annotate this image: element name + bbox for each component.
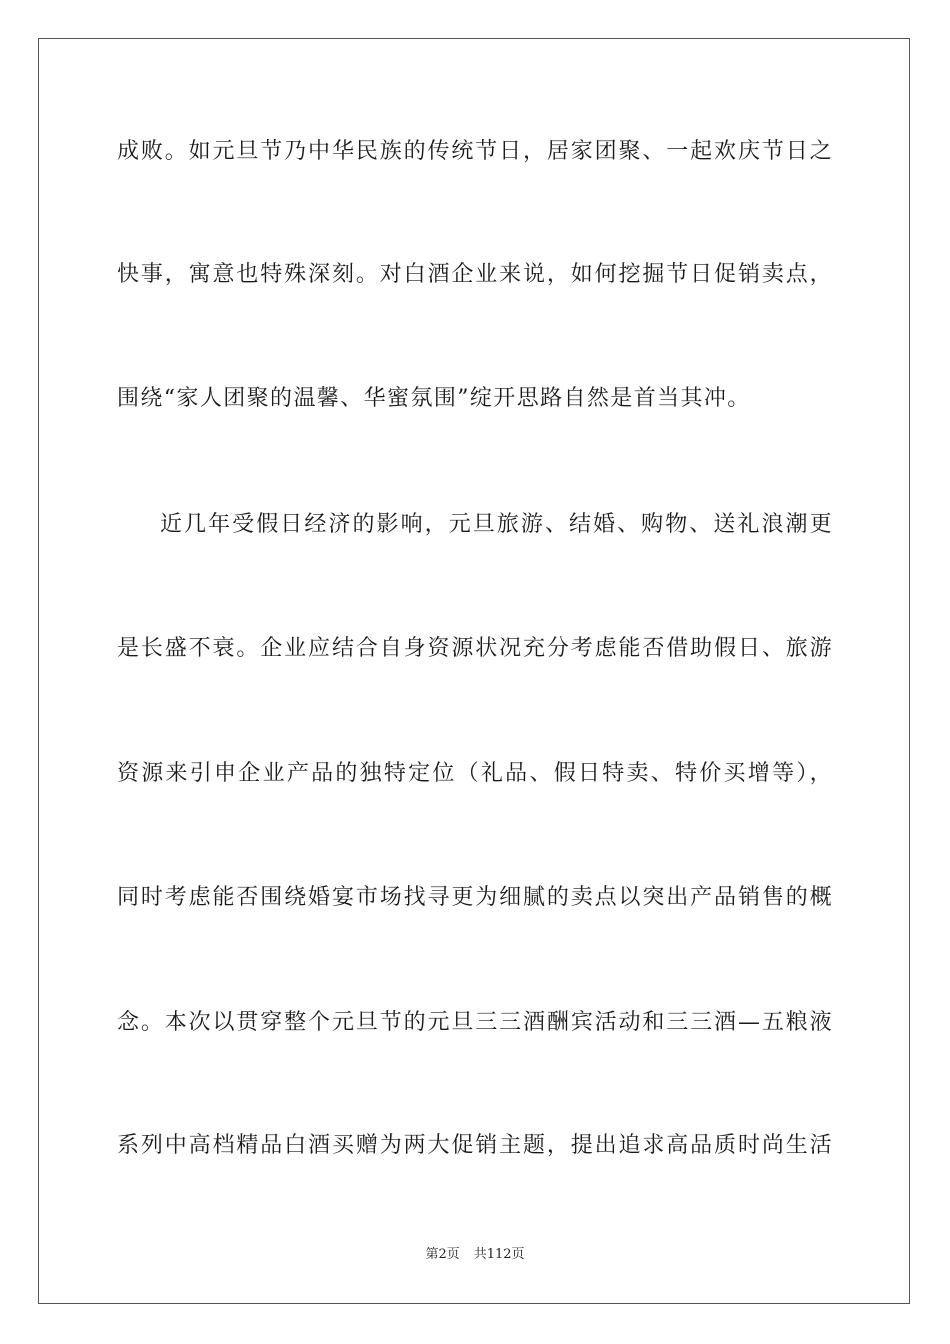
text-line-2: 快事，寓意也特殊深刻。对白酒企业来说，如何挖掘节日促销卖点， xyxy=(117,262,833,287)
text-line-1: 成败。如元旦节乃中华民族的传统节日，居家团聚、一起欢庆节日之 xyxy=(117,139,833,164)
page-footer xyxy=(0,1246,950,1264)
text-line-3: 围绕“家人团聚的温馨、华蜜氛围”绽开思路自然是首当其冲。 xyxy=(117,386,751,411)
text-line-5: 是长盛不衰。企业应结合自身资源状况充分考虑能否借助假日、旅游 xyxy=(117,636,833,661)
page-total: 共112页 xyxy=(473,1247,525,1262)
text-line-6: 资源来引申企业产品的独特定位（礼品、假日特卖、特价买增等）， xyxy=(117,761,833,786)
page-border xyxy=(38,38,910,1304)
text-line-9: 系列中高档精品白酒买赠为两大促销主题，提出追求高品质时尚生活 xyxy=(117,1133,833,1158)
text-line-7: 同时考虑能否围绕婚宴市场找寻更为细腻的卖点以突出产品销售的概 xyxy=(117,885,833,910)
page-number: 第2页 xyxy=(425,1247,460,1262)
text-line-8: 念。本次以贯穿整个元旦节的元旦三三酒酬宾活动和三三酒—五粮液 xyxy=(117,1010,833,1035)
text-line-4: 近几年受假日经济的影响，元旦旅游、结婚、购物、送礼浪潮更 xyxy=(160,512,833,537)
